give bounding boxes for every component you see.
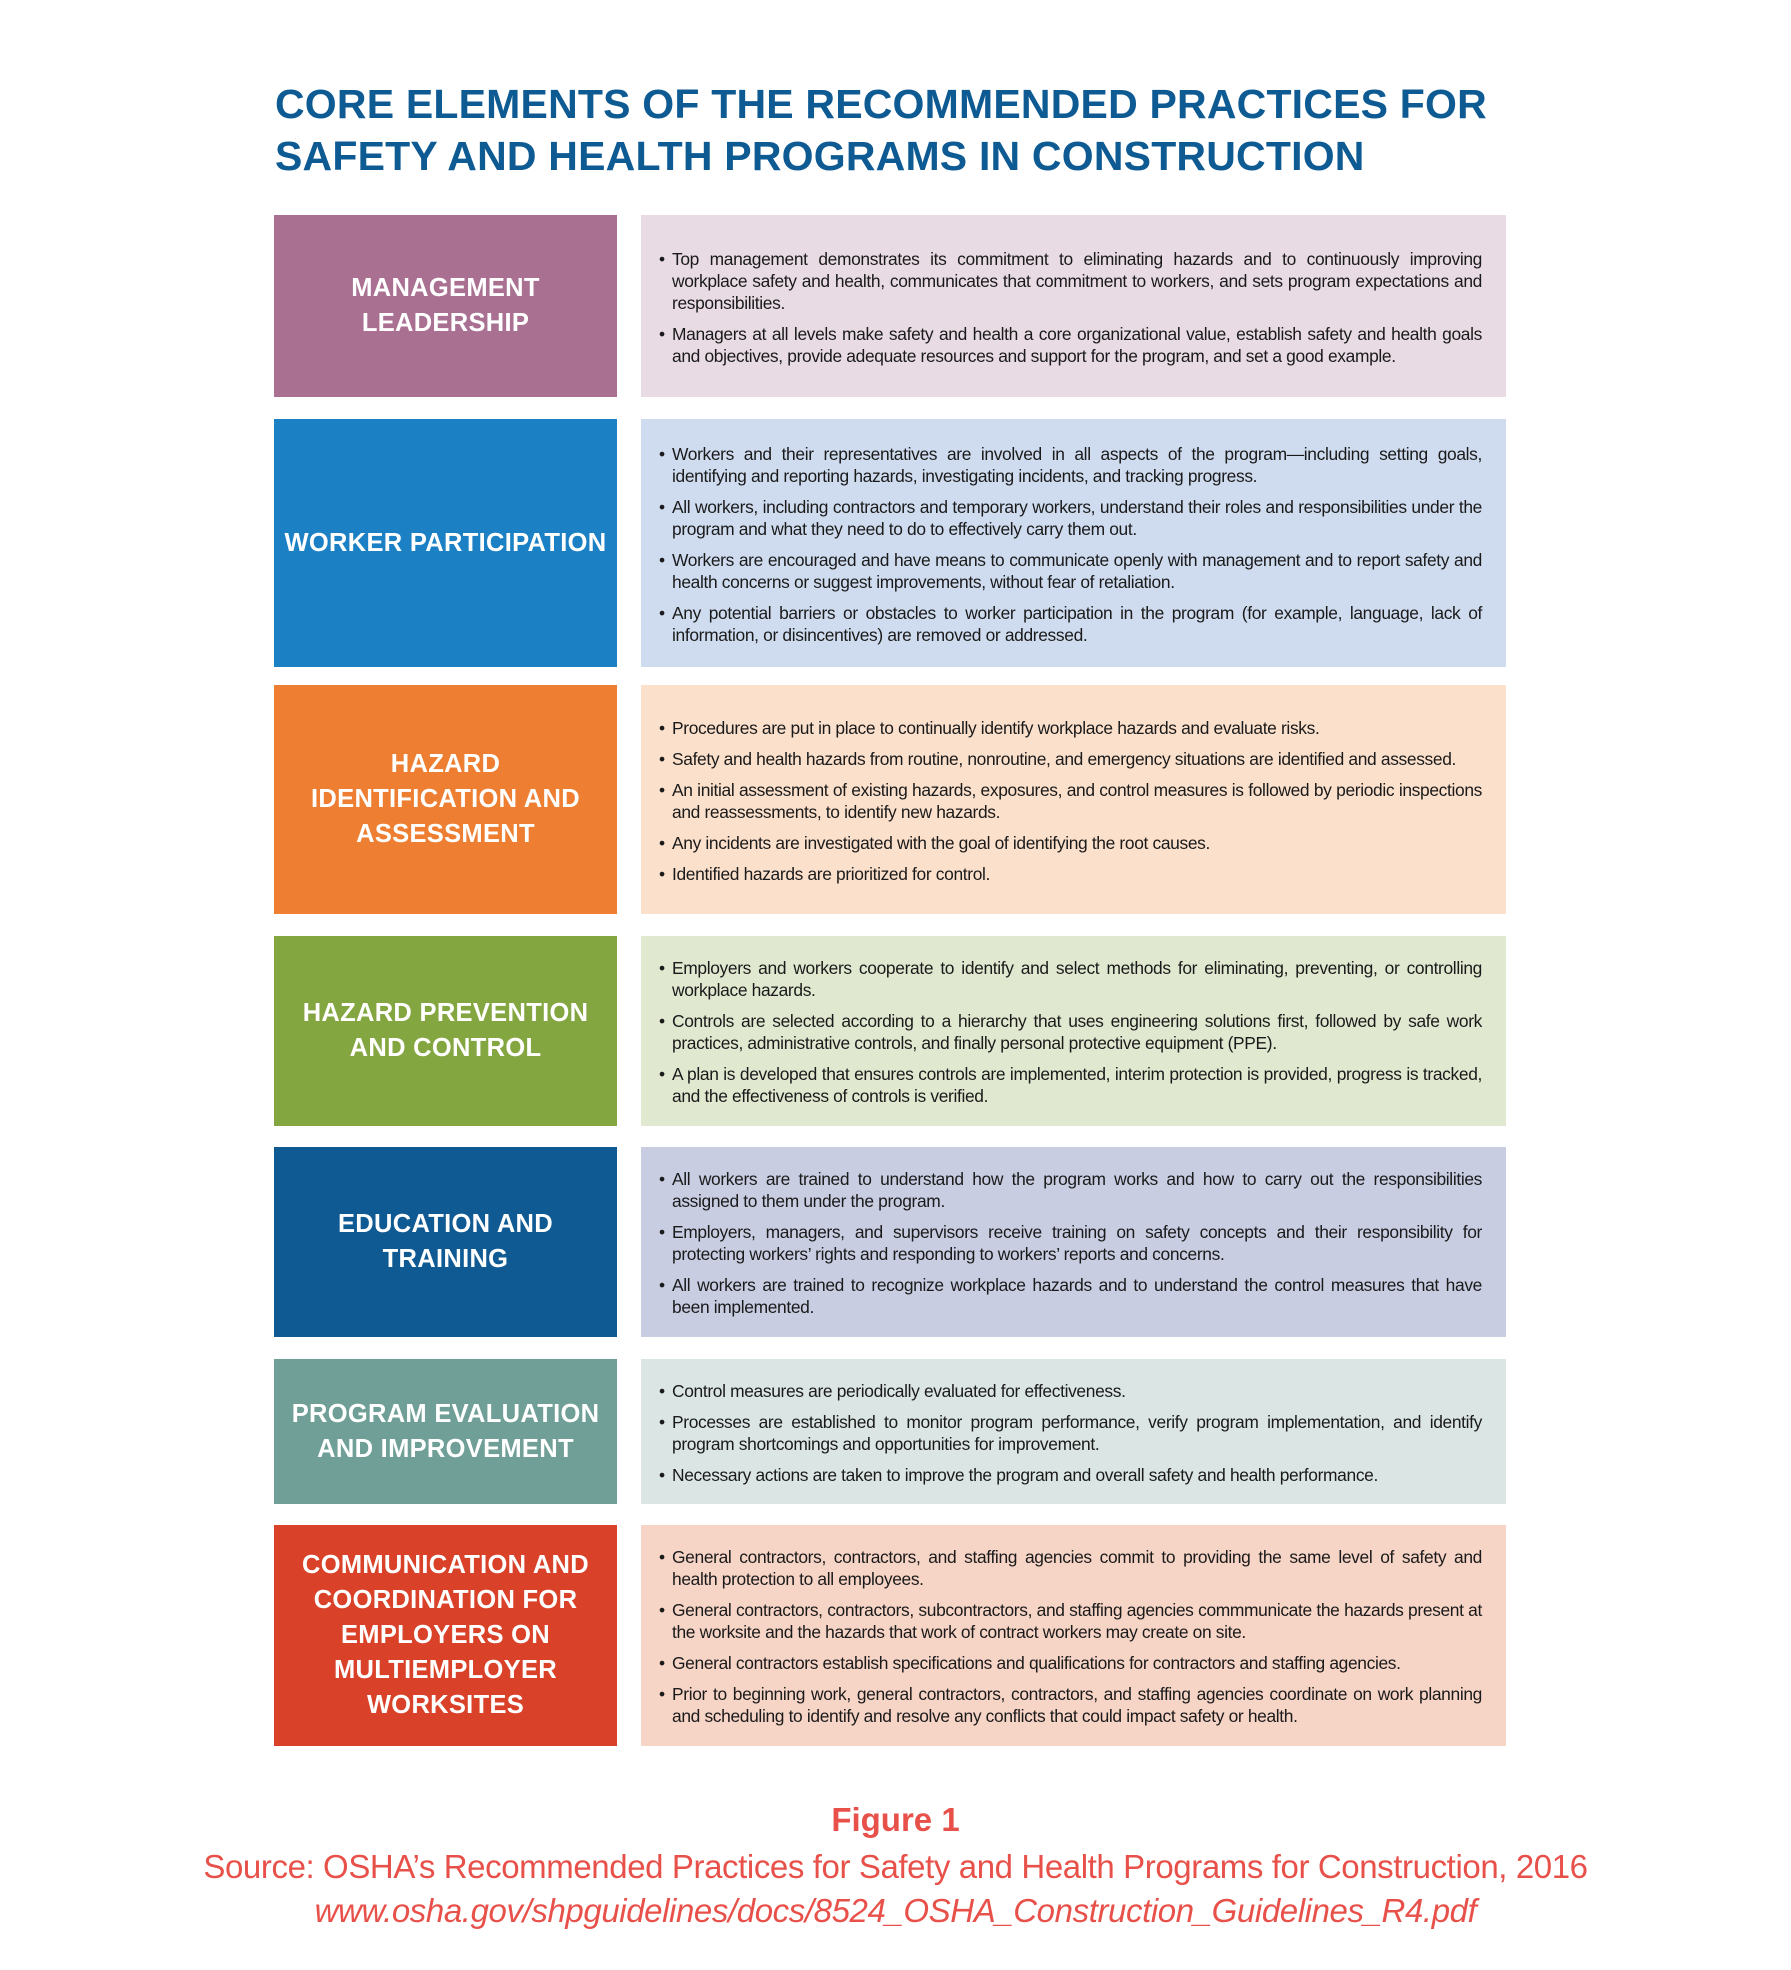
title-line-1: CORE ELEMENTS OF THE RECOMMENDED PRACTICES FOR [275,81,1487,127]
element-content [641,1525,1506,1746]
element-label: PROGRAM EVALUATION AND IMPROVEMENT [274,1359,617,1504]
bullet-item: • Safety and health hazards from routine, nonroutine, and emergency situations are identified and assessed. [659,748,1457,769]
element-row-management-leadership [274,215,1506,397]
bullet-icon: • [659,1411,665,1432]
page-title [275,78,1535,182]
bullet-item: • General contractors, contractors, and staffing agencies commit to providing the same level of safety and health protection to all employees. [659,1547,1482,1589]
element-row-program-evaluation [274,1359,1506,1504]
bullet-icon: • [659,1600,665,1620]
bullet-icon: • [659,1464,665,1485]
bullet-list [659,957,1482,1119]
bullet-item: • A plan is developed that ensures controls are implemented, interim protection is provided, progress is tracked, and the effectiveness of controls is verified. [659,1064,1482,1106]
bullet-item: • Top management demonstrates its commitment to eliminating hazards and to continuously improving workplace safety and health, communicates that commitment to workers, and sets program expectations and responsibilities. [659,248,1482,313]
bullet-item: • Control measures are periodically evaluated for effectiveness. [659,1380,1126,1401]
bullet-item: • Any incidents are investigated with the goal of identifying the root causes. [659,832,1210,853]
bullet-icon: • [659,1064,665,1084]
bullet-item: • General contractors, contractors, subcontractors, and staffing agencies commmunicate the hazards present at the worksite and the hazards that work of contract workers may create on site. [659,1600,1482,1642]
bullet-item: • All workers are trained to understand how the program works and how to carry out the responsibilities assigned to them under the program. [659,1169,1482,1211]
element-label: HAZARD IDENTIFICATION AND ASSESSMENT [274,685,617,914]
bullet-icon: • [659,323,665,344]
bullet-icon: • [659,717,665,738]
bullet-icon: • [659,863,665,884]
bullet-item: • Prior to beginning work, general contractors, contractors, and staffing agencies coordinate on work planning and scheduling to identify and resolve any conflicts that could impact safety or health. [659,1684,1482,1726]
bullet-item: • Managers at all levels make safety and health a core organizational value, establish safety and health goals and objectives, provide adequate resources and support for the program, and set a good example. [659,323,1482,366]
bullet-item: • Identified hazards are prioritized for control. [659,863,991,884]
bullet-icon: • [659,1169,665,1189]
bullet-item: • Employers and workers cooperate to identify and select methods for eliminating, preventing, or controlling workplace hazards. [659,958,1482,1000]
element-row-education-training [274,1147,1506,1337]
bullet-item: • Any potential barriers or obstacles to worker participation in the program (for example, language, lack of information, or disincentives) are removed or addressed. [659,602,1482,645]
bullet-item: • An initial assessment of existing hazards, exposures, and control measures is followed by periodic inspections and reassessments, to identify new hazards. [659,779,1482,822]
bullet-item: • Processes are established to monitor program performance, verify program implementation, and identify program shortcomings and opportunities for improvement. [659,1411,1482,1454]
element-label: MANAGEMENT LEADERSHIP [274,215,617,397]
bullet-item: • General contractors establish specifications and qualifications for contractors and staffing agencies. [659,1653,1401,1673]
bullet-list [659,717,1482,897]
bullet-icon: • [659,958,665,978]
figure-source: Source: OSHA’s Recommended Practices for Safety and Health Programs for Construction, 2016 [203,1848,1588,1885]
bullet-list [659,1168,1482,1330]
bullet-item: • All workers are trained to recognize workplace hazards and to understand the control measures that have been implemented. [659,1275,1482,1317]
bullet-item: • Employers, managers, and supervisors receive training on safety concepts and their responsibility for protecting workers’ rights and responding to workers’ reports and concerns. [659,1222,1482,1264]
bullet-item: • All workers, including contractors and temporary workers, understand their roles and responsibilities under the program and what they need to do to effectively carry them out. [659,496,1482,539]
bullet-icon: • [659,1222,665,1242]
bullet-icon: • [659,832,665,853]
element-label: WORKER PARTICIPATION [274,419,617,667]
element-row-hazard-identification [274,685,1506,914]
element-label: COMMUNICATION AND COORDINATION FOR EMPLOYERS ON MULTIEMPLOYER WORKSITES [274,1525,617,1746]
bullet-item: • Procedures are put in place to continually identify workplace hazards and evaluate risks. [659,717,1320,738]
bullet-list [659,443,1482,658]
bullet-icon: • [659,496,665,517]
bullet-icon: • [659,748,665,769]
bullet-item: • Necessary actions are taken to improve the program and overall safety and health performance. [659,1464,1378,1485]
bullet-icon: • [659,1380,665,1401]
bullet-icon: • [659,248,665,269]
element-row-communication-coordination [274,1525,1506,1746]
element-content [641,936,1506,1126]
element-content [641,685,1506,914]
element-content [641,419,1506,667]
element-row-hazard-prevention [274,936,1506,1126]
bullet-item: • Workers are encouraged and have means to communicate openly with management and to report safety and health concerns or suggest improvements, without fear of retaliation. [659,549,1482,592]
element-content [641,215,1506,397]
element-content [641,1359,1506,1504]
element-label: HAZARD PREVENTION AND CONTROL [274,936,617,1126]
bullet-icon: • [659,1011,665,1031]
element-row-worker-participation [274,419,1506,667]
bullet-list [659,248,1482,379]
figure-source-url: www.osha.gov/shpguidelines/docs/8524_OSHA_Construction_Guidelines_R4.pdf [314,1892,1477,1929]
bullet-list [659,1380,1482,1498]
bullet-icon: • [659,443,665,464]
bullet-item: • Workers and their representatives are involved in all aspects of the program—including setting goals, identifying and reporting hazards, investigating incidents, and tracking progress. [659,443,1482,486]
element-content [641,1147,1506,1337]
bullet-icon: • [659,1275,665,1295]
bullet-icon: • [659,549,665,570]
bullet-item: • Controls are selected according to a hierarchy that uses engineering solutions first, followed by safe work practices, administrative controls, and finally personal protective equipment (PPE). [659,1011,1482,1053]
bullet-list [659,1546,1482,1739]
element-label: EDUCATION AND TRAINING [274,1147,617,1337]
bullet-icon: • [659,1547,665,1567]
bullet-icon: • [659,1653,665,1673]
title-line-2: SAFETY AND HEALTH PROGRAMS IN CONSTRUCTION [275,133,1365,179]
bullet-icon: • [659,779,665,800]
bullet-icon: • [659,602,665,623]
figure-label: Figure 1 [831,1801,960,1838]
bullet-icon: • [659,1684,665,1704]
